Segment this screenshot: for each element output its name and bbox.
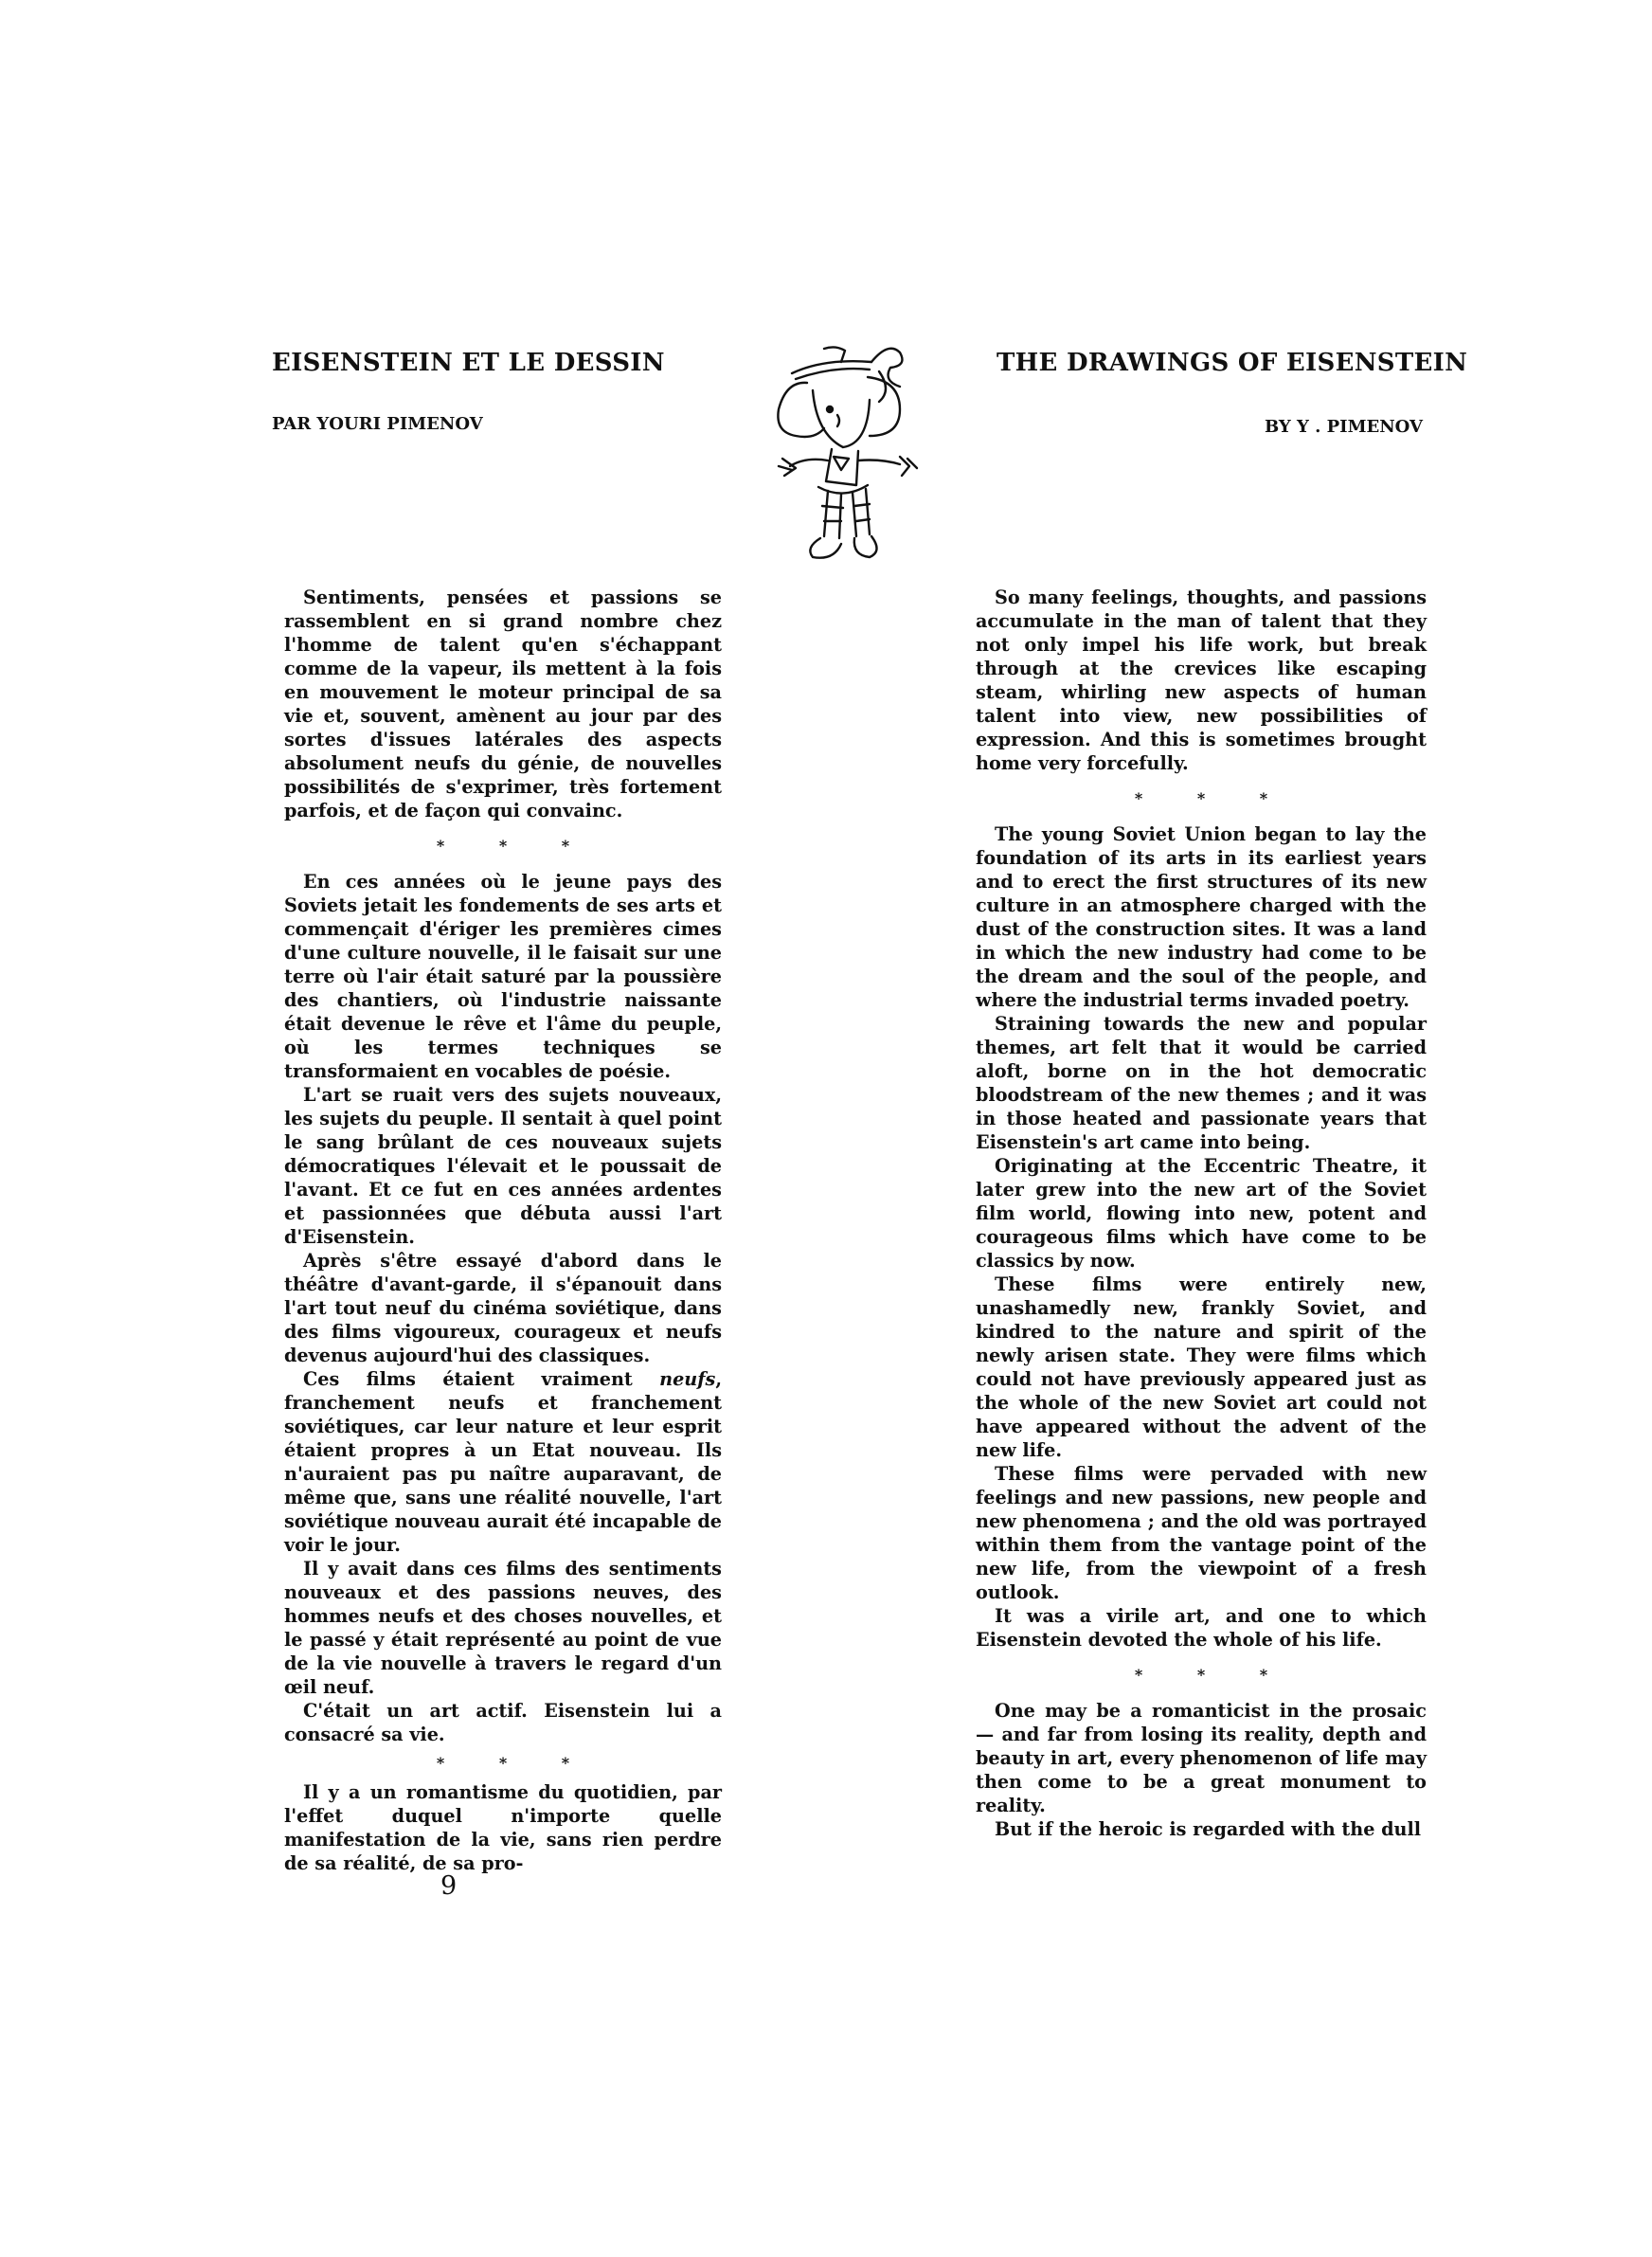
section-separator: * * * xyxy=(436,1754,595,1772)
figure-illustration xyxy=(758,334,928,580)
english-paragraph: So many feelings, thoughts, and passions accumulate in the man of talent that they not only impel his life work, but break through at the crevices like escaping steam, whirling new aspects of human talent into view, new possibilities of expression. And this is sometimes brought home very forcefully. xyxy=(976,587,1427,774)
english-paragraph: But if the heroic is regarded with the dull xyxy=(995,1818,1422,1840)
french-paragraph: C'était un art actif. Eisenstein lui a consacré sa vie. xyxy=(284,1700,722,1745)
english-title: THE DRAWINGS OF EISENSTEIN xyxy=(997,349,1468,377)
french-paragraph: Il y a un romantisme du quotidien, par l'effet duquel n'importe quelle manifestation de la vie, sans rien perdre de sa réalité, de sa pro- xyxy=(284,1781,722,1874)
section-separator: * * * xyxy=(1134,1666,1293,1684)
french-paragraph: Ces films étaient vraiment neufs, franchement neufs et franchement soviétiques, car leur nature et leur esprit étaient propres à un Etat nouveau. Ils n'auraient pas pu naître auparavant, de même que, sans une réalité nouvelle, l'art soviétique nouveau aurait été incapable de voir le jour. xyxy=(284,1368,722,1556)
english-paragraph: One may be a romanticist in the prosaic — and far from losing its reality, depth and beauty in art, every phenomenon of life may then come to be a great monument to reality. xyxy=(976,1700,1427,1816)
section-separator: * * * xyxy=(1134,789,1293,807)
english-paragraph: These films were pervaded with new feelings and new passions, new people and new phenomena ; and the old was portrayed within them from the vantage point of the new life, from the viewpoint of a fresh outlook. xyxy=(976,1463,1427,1603)
section-separator: * * * xyxy=(436,837,595,855)
french-paragraph: Il y avait dans ces films des sentiments nouveaux et des passions neuves, des hommes neufs et des choses nouvelles, et le passé y était représenté au point de vue de la vie nouvelle à travers le regard d'un œil neuf. xyxy=(284,1558,722,1698)
french-paragraph: En ces années où le jeune pays des Soviets jetait les fondements de ses arts et commençait d'ériger les premières cimes d'une culture nouvelle, il le faisait sur une terre où l'air était saturé par la poussière des chantiers, où l'industrie naissante était devenue le rêve et l'âme du peuple, où les termes techniques se transformaient en vocables de poésie. xyxy=(284,871,722,1082)
english-paragraph: These films were entirely new, unashamedly new, frankly Soviet, and kindred to the nature and spirit of the newly arisen state. They were films which could not have previously appeared just as the whole of the new Soviet art could not have appeared without the advent of the new life. xyxy=(976,1273,1427,1461)
french-title: EISENSTEIN ET LE DESSIN xyxy=(272,349,665,377)
english-byline: BY Y . PIMENOV xyxy=(1264,417,1423,437)
english-paragraph: Originating at the Eccentric Theatre, it later grew into the new art of the Soviet film world, flowing into new, potent and courageous films which have come to be classics by now. xyxy=(976,1155,1427,1272)
french-paragraph: L'art se ruait vers des sujets nouveaux, les sujets du peuple. Il sentait à quel point le sang brûlant de ces nouveaux sujets démocratiques l'élevait et le poussait de l'avant. Et ce fut en ces années ardentes et passionnées que débuta aussi l'art d'Eisenstein. xyxy=(284,1084,722,1248)
french-byline: PAR YOURI PIMENOV xyxy=(272,414,483,434)
english-paragraph: The young Soviet Union began to lay the foundation of its arts in its earliest years and to erect the first structures of its new culture in an atmosphere charged with the dust of the construction sites. It was a land in which the new industry had come to be the dream and the soul of the people, and where the industrial terms invaded poetry. xyxy=(976,823,1427,1011)
english-paragraph: Straining towards the new and popular themes, art felt that it would be carried aloft, borne on in the hot democratic bloodstream of the new themes ; and it was in those heated and passionate years that Eisenstein's art came into being. xyxy=(976,1013,1427,1153)
english-column xyxy=(976,586,1427,1841)
french-paragraph: Sentiments, pensées et passions se rassemblent en si grand nombre chez l'homme de talent qu'en s'échappant comme de la vapeur, ils mettent à la fois en mouvement le moteur principal de sa vie et, souvent, amènent au jour par des sortes d'issues latérales des aspects absolument neufs du génie, de nouvelles possibilités de s'exprimer, très fortement parfois, et de façon qui convainc. xyxy=(284,587,722,822)
page-number: 9 xyxy=(440,1871,458,1901)
french-column xyxy=(284,586,722,1875)
english-paragraph: It was a virile art, and one to which Eisenstein devoted the whole of his life. xyxy=(976,1605,1427,1651)
french-paragraph: Après s'être essayé d'abord dans le théâtre d'avant-garde, il s'épanouit dans l'art tout neuf du cinéma soviétique, dans des films vigoureux, courageux et neufs devenus aujourd'hui des classiques. xyxy=(284,1250,722,1366)
